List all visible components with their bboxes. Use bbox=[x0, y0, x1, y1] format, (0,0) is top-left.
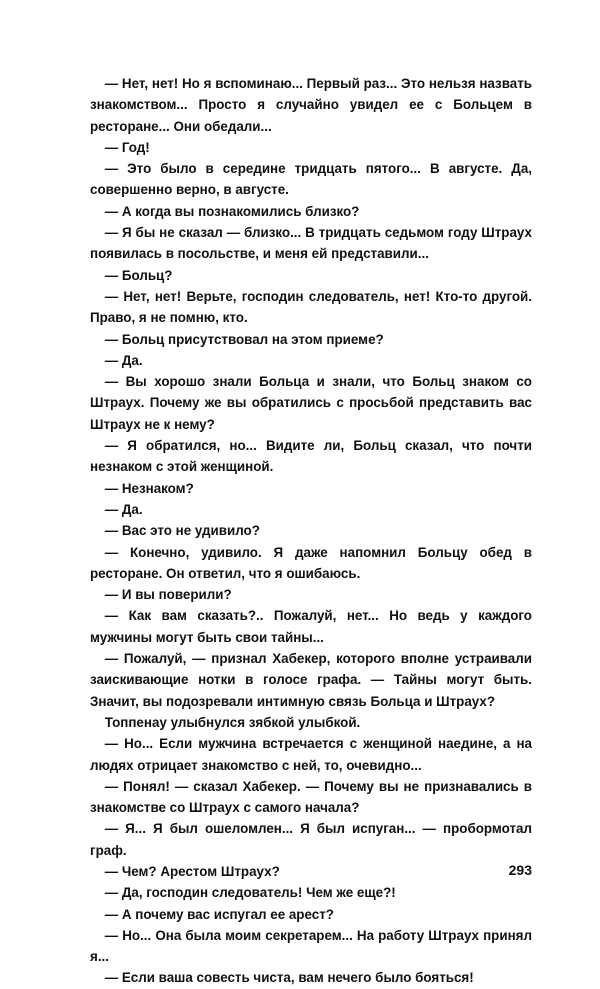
paragraph: — Но... Если мужчина встречается с женщиной наедине, а на людях отрицает знакомство с ней, то, очевидно... bbox=[90, 736, 532, 773]
paragraph: — Конечно, удивило. Я даже напомнил Больцу обед в ресторане. Он ответил, что я ошибаюсь. bbox=[90, 544, 532, 581]
paragraph: — Незнаком? bbox=[104, 480, 194, 496]
paragraph: — А когда вы познакомились близко? bbox=[104, 203, 360, 219]
page-text bbox=[90, 73, 532, 989]
paragraph: — Да. bbox=[104, 352, 143, 368]
paragraph: — Да, господин следователь! Чем же еще?! bbox=[104, 885, 396, 901]
paragraph: — Нет, нет! Верьте, господин следователь, нет! Кто-то другой. Право, я не помню, кто. bbox=[90, 288, 532, 326]
paragraph: — Как вам сказать?.. Пожалуй, нет... Но ведь у каждого мужчины могут быть свои тайны... bbox=[90, 608, 532, 645]
paragraph: — Но... Она была моим секретарем... На работу Штраух принял я... bbox=[90, 927, 532, 965]
paragraph: — Вас это не удивило? bbox=[104, 523, 260, 539]
paragraph: — Больц присутствовал на этом приеме? bbox=[104, 331, 384, 347]
paragraph: — Пожалуй, — признал Хабекер, которого вполне устраивали заискивающие нотки в голосе графа. — Тайны могут быть. Значит, вы подозревали интимную связь Больца и Штраух? bbox=[90, 651, 532, 709]
paragraph: — Понял! — сказал Хабекер. — Почему вы не признавались в знакомстве со Штраух с самого начала? bbox=[90, 778, 532, 816]
paragraph: — Вы хорошо знали Больца и знали, что Больц знаком со Штраух. Почему же вы обратились с просьбой представить вас Штраух не к нему? bbox=[90, 374, 532, 432]
paragraph: — Я обратился, но... Видите ли, Больц сказал, что почти незнаком с этой женщиной. bbox=[90, 438, 532, 475]
paragraph: — А почему вас испугал ее арест? bbox=[104, 906, 334, 922]
paragraph: — Если ваша совесть чиста, вам нечего было бояться! bbox=[104, 970, 474, 986]
paragraph: — Больц? bbox=[104, 267, 173, 283]
paragraph: Топпенау улыбнулся зябкой улыбкой. bbox=[104, 714, 361, 730]
paragraph: — Нет, нет! Но я вспоминаю... Первый раз... Это нельзя назвать знакомством... Просто я случайно увидел ее с Больцем в ресторане... Они обедали... bbox=[90, 76, 532, 134]
paragraph: — Я бы не сказал — близко... В тридцать седьмом году Штраух появилась в посольстве, и меня ей представили... bbox=[90, 225, 532, 262]
paragraph: — Это было в середине тридцать пятого... В августе. Да, совершенно верно, в августе. bbox=[90, 161, 532, 198]
page-number: 293 bbox=[508, 862, 532, 878]
paragraph: — Чем? Арестом Штраух? bbox=[104, 863, 280, 879]
paragraph: — Год! bbox=[104, 139, 150, 155]
paragraph: — И вы поверили? bbox=[104, 587, 232, 603]
paragraph: — Я... Я был ошеломлен... Я был испуган... — пробормотал граф. bbox=[90, 821, 532, 858]
paragraph: — Да. bbox=[104, 501, 143, 517]
